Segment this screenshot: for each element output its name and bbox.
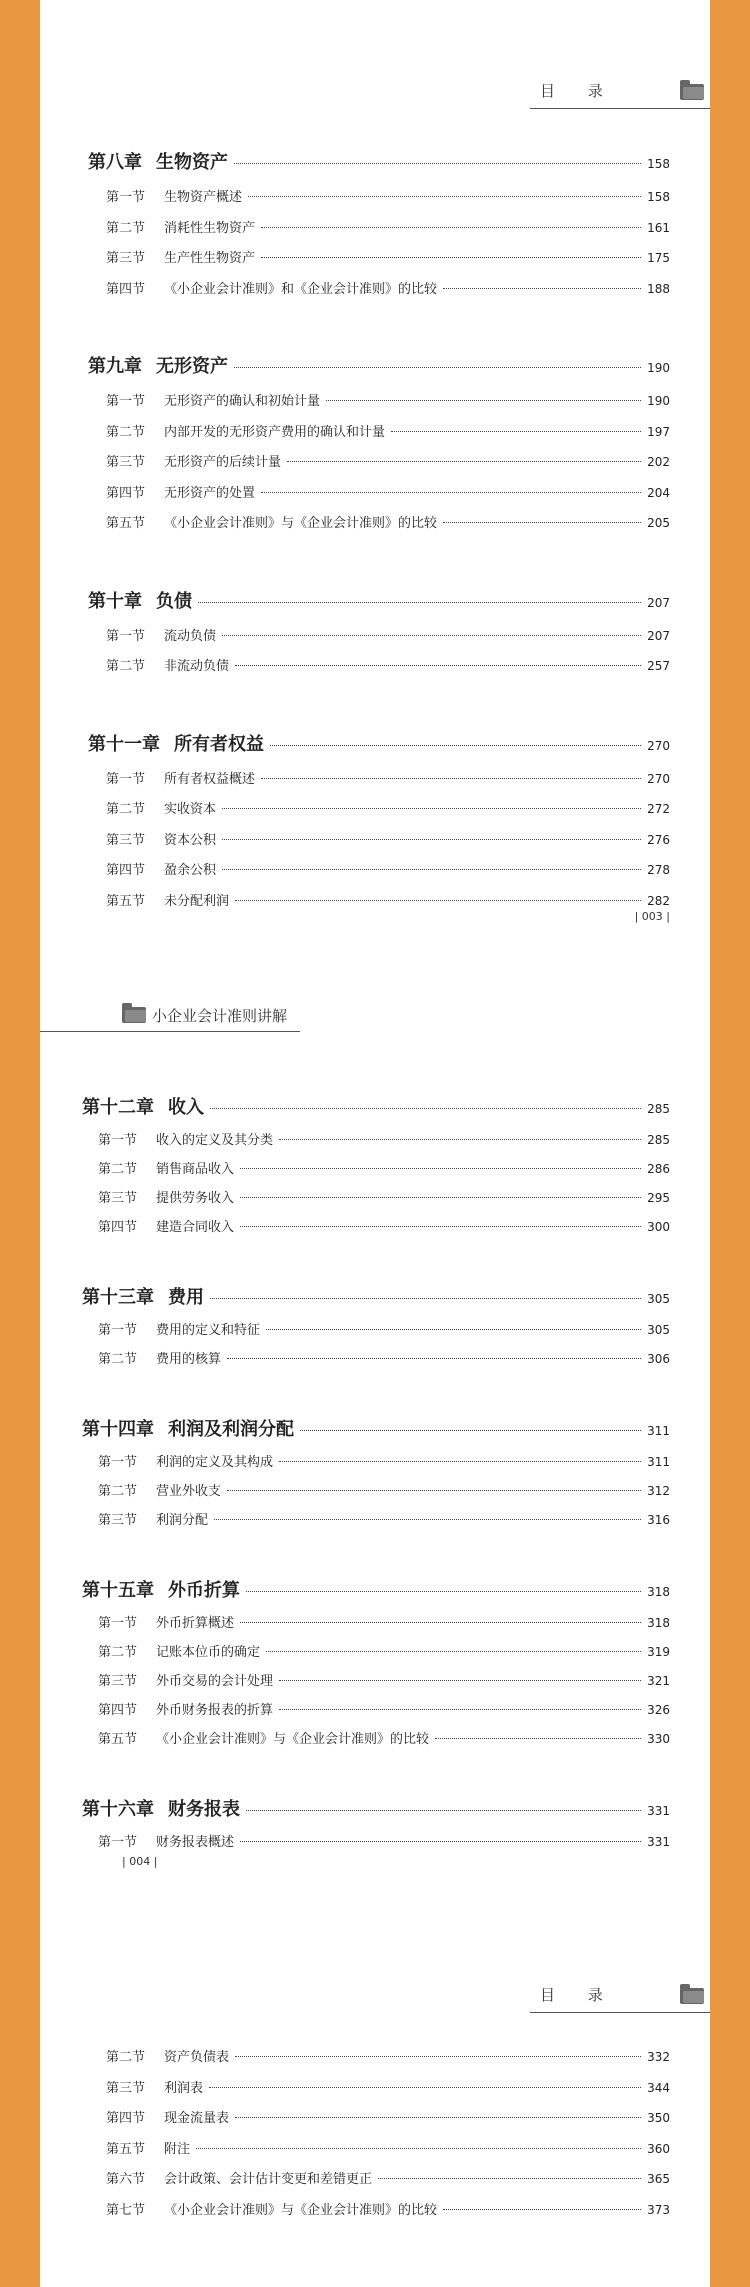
toc-section[interactable]	[98, 1451, 670, 1470]
dot-leader	[210, 1108, 641, 1109]
section-number: 第二节	[98, 1645, 138, 1660]
dot-leader	[235, 665, 641, 666]
section-title: 实收资本	[164, 802, 217, 817]
section-number: 第二节	[98, 1484, 138, 1499]
dot-leader	[240, 1168, 641, 1169]
section-title: 《小企业会计准则》和《企业会计准则》的比较	[164, 281, 438, 297]
toc-section[interactable]	[106, 859, 670, 878]
page-number: 365	[647, 2172, 670, 2186]
toc-chapter[interactable]	[88, 352, 670, 378]
section-title: 生物资产概述	[164, 190, 243, 205]
section-number: 第二节	[106, 802, 146, 817]
section-title: 利润的定义及其构成	[156, 1455, 274, 1470]
chapter-title: 财务报表	[168, 1799, 240, 1820]
dot-leader	[391, 431, 641, 432]
toc-section[interactable]	[106, 421, 670, 440]
page-number: 311	[647, 1424, 670, 1438]
toc-page-3	[40, 1950, 710, 2287]
page-header	[530, 74, 710, 109]
section-title: 收入的定义及其分类	[156, 1133, 274, 1148]
section-title: 《小企业会计准则》与《企业会计准则》的比较	[164, 2202, 438, 2218]
section-number: 第二节	[106, 220, 146, 236]
section-number: 第五节	[106, 893, 146, 909]
page-number: 282	[647, 893, 670, 908]
chapter-title: 生物资产	[156, 152, 228, 173]
section-number: 第四节	[106, 863, 146, 878]
page-number: 257	[647, 659, 670, 673]
page-number: 331	[647, 1835, 670, 1849]
dot-leader	[378, 2178, 641, 2179]
chapter-title: 收入	[168, 1097, 204, 1118]
section-title: 提供劳务收入	[156, 1191, 235, 1206]
section-number: 第四节	[106, 2111, 146, 2126]
section-number: 第四节	[98, 1703, 138, 1718]
page-number: 207	[647, 628, 670, 643]
dot-leader	[240, 1841, 641, 1842]
section-number: 第一节	[106, 394, 146, 409]
toc-chapter[interactable]	[82, 1283, 670, 1309]
toc-chapter[interactable]	[82, 1093, 670, 1119]
page-number: 295	[647, 1191, 670, 1205]
chapter-number: 第十二章	[82, 1097, 154, 1118]
section-number: 第二节	[106, 659, 146, 674]
page-number: 360	[647, 2141, 670, 2156]
toc-section[interactable]	[106, 2168, 670, 2187]
toc-chapter[interactable]	[82, 1576, 670, 1602]
page-number: 207	[647, 595, 670, 610]
section-number: 第一节	[98, 1835, 138, 1850]
section-title: 未分配利润	[164, 893, 230, 909]
section-title: 无形资产的处置	[164, 485, 256, 501]
page-number: 175	[647, 251, 670, 265]
page-number: 158	[647, 157, 670, 171]
page-number: 318	[647, 1585, 670, 1599]
toc-section[interactable]	[106, 390, 670, 409]
dot-leader	[235, 2117, 641, 2118]
chapter-title: 利润及利润分配	[168, 1419, 294, 1440]
page-number: 330	[647, 1732, 670, 1746]
dot-leader	[222, 839, 641, 840]
section-title: 记账本位币的确定	[156, 1645, 261, 1660]
toc-section[interactable]	[106, 451, 670, 470]
dot-leader	[246, 1591, 641, 1592]
toc-section[interactable]	[106, 798, 670, 817]
dot-leader	[240, 1197, 641, 1198]
toc-section[interactable]	[98, 1319, 670, 1338]
page-number: 312	[647, 1484, 670, 1498]
dot-leader	[266, 1329, 641, 1330]
section-title: 利润分配	[156, 1513, 209, 1528]
dot-leader	[214, 1519, 641, 1520]
page-number: 311	[647, 1455, 670, 1469]
section-number: 第一节	[98, 1133, 138, 1148]
toc-section[interactable]	[106, 278, 670, 297]
section-title: 消耗性生物资产	[164, 220, 256, 236]
section-title: 销售商品收入	[156, 1162, 235, 1177]
toc-section[interactable]	[106, 2107, 670, 2126]
toc-chapter[interactable]	[82, 1795, 670, 1821]
page-number: 278	[647, 863, 670, 877]
dot-leader	[196, 2148, 641, 2149]
dot-leader	[279, 1139, 641, 1140]
chapter-title: 外币折算	[168, 1580, 240, 1601]
page-number: 188	[647, 281, 670, 296]
chapter-number: 第八章	[88, 152, 142, 173]
toc-section[interactable]	[106, 2077, 670, 2096]
section-number: 第三节	[106, 455, 146, 470]
toc-section[interactable]	[106, 829, 670, 848]
chapter-title: 无形资产	[156, 356, 228, 377]
page-number: 270	[647, 771, 670, 786]
dot-leader	[222, 808, 641, 809]
toc-section[interactable]	[106, 247, 670, 266]
page-number: 319	[647, 1645, 670, 1659]
dot-leader	[235, 900, 641, 901]
page-number: 305	[647, 1292, 670, 1306]
chapter-number: 第十六章	[82, 1799, 154, 1820]
chapter-title: 所有者权益	[174, 733, 264, 755]
section-number: 第二节	[98, 1352, 138, 1367]
section-number: 第一节	[106, 771, 146, 787]
page-number: 306	[647, 1352, 670, 1366]
header-title: 目 录	[540, 1986, 617, 2004]
dot-leader	[246, 1810, 641, 1811]
toc-section[interactable]	[106, 890, 670, 909]
dot-leader	[235, 2056, 641, 2057]
toc-section[interactable]	[98, 1509, 670, 1528]
section-title: 附注	[164, 2141, 191, 2157]
chapter-title: 费用	[168, 1287, 204, 1308]
toc-section[interactable]	[98, 1612, 670, 1631]
page-folio: | 004 |	[122, 1855, 158, 1868]
section-title: 会计政策、会计估计变更和差错更正	[164, 2172, 373, 2187]
section-title: 《小企业会计准则》与《企业会计准则》的比较	[156, 1732, 430, 1747]
page-number: 197	[647, 424, 670, 439]
dot-leader	[210, 1298, 641, 1299]
dot-leader	[279, 1461, 641, 1462]
toc-section[interactable]	[106, 655, 670, 674]
dot-leader	[300, 1430, 641, 1431]
toc-section[interactable]	[106, 217, 670, 236]
dot-leader	[443, 288, 641, 289]
section-number: 第五节	[106, 2141, 146, 2157]
dot-leader	[270, 745, 641, 746]
toc-section[interactable]	[98, 1670, 670, 1689]
section-number: 第三节	[98, 1513, 138, 1528]
page-number: 285	[647, 1102, 670, 1116]
dot-leader	[209, 2087, 641, 2088]
page-number: 373	[647, 2202, 670, 2217]
dot-leader	[261, 778, 641, 779]
page-number: 326	[647, 1703, 670, 1717]
section-title: 外币折算概述	[156, 1616, 235, 1631]
section-number: 第二节	[98, 1162, 138, 1177]
page-number: 344	[647, 2080, 670, 2095]
section-number: 第四节	[106, 485, 146, 501]
page-header	[40, 997, 300, 1032]
chapter-number: 第十四章	[82, 1419, 154, 1440]
page-number: 321	[647, 1674, 670, 1688]
folder-icon	[122, 1007, 146, 1023]
dot-leader	[240, 1226, 641, 1227]
section-title: 建造合同收入	[156, 1220, 235, 1235]
dot-leader	[198, 602, 641, 603]
section-number: 第五节	[98, 1732, 138, 1747]
section-number: 第七节	[106, 2202, 146, 2218]
toc-section[interactable]	[98, 1158, 670, 1177]
page-number: 190	[647, 394, 670, 408]
toc-section[interactable]	[98, 1699, 670, 1718]
toc-page-2	[40, 975, 710, 1950]
folder-icon	[680, 84, 704, 100]
dot-leader	[435, 1738, 641, 1739]
section-number: 第三节	[106, 832, 146, 848]
dot-leader	[261, 257, 641, 258]
section-title: 非流动负债	[164, 659, 230, 674]
toc-section[interactable]	[98, 1641, 670, 1660]
section-title: 营业外收支	[156, 1484, 222, 1499]
dot-leader	[279, 1680, 641, 1681]
section-number: 第四节	[98, 1220, 138, 1235]
section-title: 《小企业会计准则》与《企业会计准则》的比较	[164, 516, 438, 531]
page-number: 316	[647, 1513, 670, 1527]
dot-leader	[443, 2209, 641, 2210]
page-number: 332	[647, 2050, 670, 2064]
page-number: 305	[647, 1323, 670, 1337]
page-number: 204	[647, 485, 670, 500]
page-number: 276	[647, 832, 670, 847]
section-title: 盈余公积	[164, 863, 217, 878]
header-title: 小企业会计准则讲解	[152, 1007, 288, 1025]
header-title: 目 录	[540, 82, 617, 100]
section-number: 第一节	[98, 1616, 138, 1631]
section-title: 内部开发的无形资产费用的确认和计量	[164, 424, 386, 440]
page-number: 202	[647, 455, 670, 469]
section-title: 资本公积	[164, 832, 217, 848]
section-title: 费用的定义和特征	[156, 1323, 261, 1338]
toc-section[interactable]	[106, 186, 670, 205]
page-number: 285	[647, 1133, 670, 1147]
section-title: 所有者权益概述	[164, 771, 256, 787]
section-number: 第二节	[106, 2050, 146, 2065]
toc-section[interactable]	[106, 512, 670, 531]
toc-section[interactable]	[106, 625, 670, 644]
toc-section[interactable]	[106, 2199, 670, 2218]
dot-leader	[261, 492, 641, 493]
page-number: 272	[647, 802, 670, 816]
dot-leader	[227, 1490, 641, 1491]
section-title: 现金流量表	[164, 2111, 230, 2126]
dot-leader	[266, 1651, 641, 1652]
toc-section[interactable]	[106, 482, 670, 501]
section-title: 生产性生物资产	[164, 251, 256, 266]
section-number: 第六节	[106, 2172, 146, 2187]
dot-leader	[234, 367, 641, 368]
toc-chapter[interactable]	[88, 730, 670, 756]
dot-leader	[279, 1709, 641, 1710]
chapter-number: 第十五章	[82, 1580, 154, 1601]
dot-leader	[227, 1358, 641, 1359]
section-title: 无形资产的后续计量	[164, 455, 282, 470]
toc-section[interactable]	[98, 1831, 670, 1850]
dot-leader	[234, 163, 641, 164]
dot-leader	[248, 196, 641, 197]
toc-section[interactable]	[98, 1728, 670, 1747]
section-title: 利润表	[164, 2080, 204, 2096]
section-number: 第三节	[98, 1191, 138, 1206]
page-header	[530, 1978, 710, 2013]
section-title: 资产负债表	[164, 2050, 230, 2065]
page-number: 286	[647, 1162, 670, 1176]
section-title: 无形资产的确认和初始计量	[164, 394, 321, 409]
page-number: 205	[647, 516, 670, 530]
dot-leader	[326, 400, 641, 401]
section-number: 第一节	[106, 190, 146, 205]
page-number: 350	[647, 2111, 670, 2125]
page-number: 318	[647, 1616, 670, 1630]
chapter-title: 负债	[156, 590, 192, 612]
chapter-number: 第十一章	[88, 733, 160, 755]
section-number: 第四节	[106, 281, 146, 297]
page-number: 190	[647, 361, 670, 375]
section-title: 财务报表概述	[156, 1835, 235, 1850]
section-number: 第三节	[106, 2080, 146, 2096]
toc-section[interactable]	[106, 2046, 670, 2065]
section-number: 第三节	[106, 251, 146, 266]
toc-section[interactable]	[98, 1129, 670, 1148]
page-folio: | 003 |	[634, 910, 670, 923]
toc-chapter[interactable]	[88, 587, 670, 613]
toc-section[interactable]	[98, 1187, 670, 1206]
section-title: 外币财务报表的折算	[156, 1703, 274, 1718]
section-number: 第一节	[98, 1323, 138, 1338]
section-number: 第五节	[106, 516, 146, 531]
dot-leader	[240, 1622, 641, 1623]
dot-leader	[261, 227, 641, 228]
page-number: 270	[647, 738, 670, 753]
toc-section[interactable]	[98, 1480, 670, 1499]
section-number: 第二节	[106, 424, 146, 440]
dot-leader	[287, 461, 641, 462]
dot-leader	[443, 522, 641, 523]
toc-chapter[interactable]	[82, 1415, 670, 1441]
page-number: 300	[647, 1220, 670, 1234]
page-number: 331	[647, 1804, 670, 1818]
section-title: 外币交易的会计处理	[156, 1674, 274, 1689]
chapter-number: 第九章	[88, 356, 142, 377]
folder-icon	[680, 1988, 704, 2004]
section-number: 第一节	[106, 628, 146, 644]
section-title: 费用的核算	[156, 1352, 222, 1367]
toc-section[interactable]	[106, 768, 670, 787]
section-number: 第一节	[98, 1455, 138, 1470]
toc-section[interactable]	[98, 1348, 670, 1367]
toc-chapter[interactable]	[88, 148, 670, 174]
chapter-number: 第十三章	[82, 1287, 154, 1308]
dot-leader	[222, 635, 641, 636]
page-number: 158	[647, 190, 670, 204]
toc-page-1	[40, 0, 710, 975]
section-number: 第三节	[98, 1674, 138, 1689]
dot-leader	[222, 869, 641, 870]
toc-section[interactable]	[98, 1216, 670, 1235]
toc-section[interactable]	[106, 2138, 670, 2157]
page-number: 161	[647, 220, 670, 235]
chapter-number: 第十章	[88, 590, 142, 612]
section-title: 流动负债	[164, 628, 217, 644]
